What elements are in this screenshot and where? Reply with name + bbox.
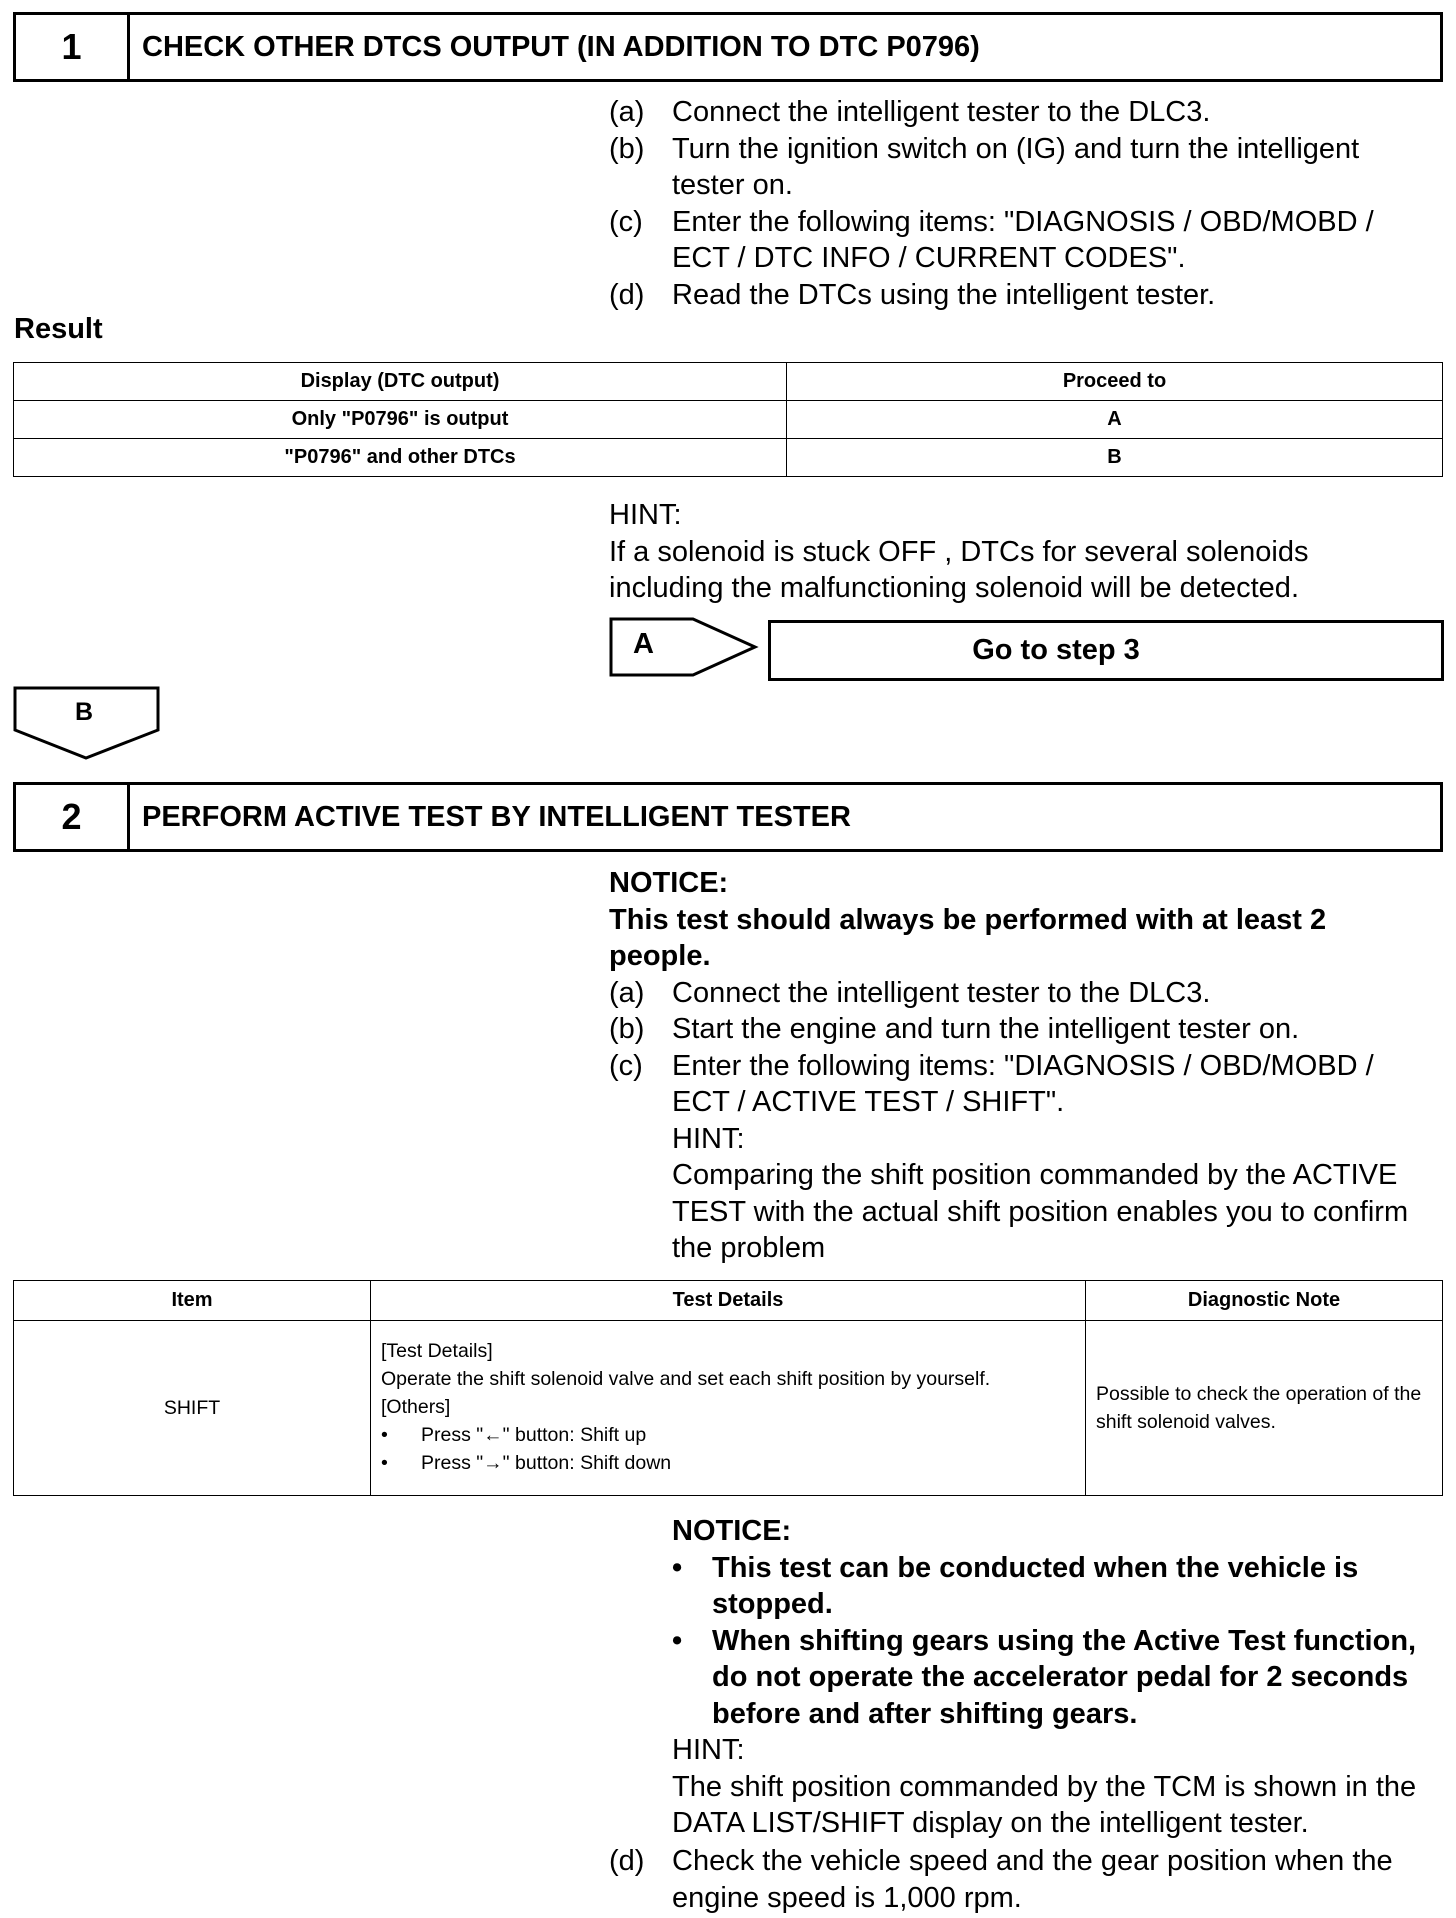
table-cell: Only "P0796" is output bbox=[14, 401, 787, 439]
arrow-right-icon bbox=[609, 617, 759, 677]
step-2-number: 2 bbox=[16, 785, 130, 849]
list-item: • Press "←" button: Shift up bbox=[381, 1421, 1075, 1449]
goto-step-3-box bbox=[768, 620, 1444, 681]
table-cell: "P0796" and other DTCs bbox=[14, 439, 787, 477]
item-cell: SHIFT bbox=[14, 1321, 371, 1496]
hint-label: HINT: bbox=[609, 499, 682, 531]
step-2-d bbox=[609, 1843, 1439, 1916]
table-row bbox=[14, 1321, 1443, 1496]
instruction-item: (d) Check the vehicle speed and the gear position when the engine speed is 1,000 rpm. bbox=[609, 1845, 1393, 1914]
table-cell: B bbox=[787, 439, 1443, 477]
table-cell: A bbox=[787, 401, 1443, 439]
list-item: • Press "→" button: Shift down bbox=[381, 1449, 1075, 1477]
hint-2-label: HINT: bbox=[672, 1734, 745, 1766]
notice-text: This test should always be performed with at least 2 people. bbox=[609, 903, 1327, 972]
step-2-body bbox=[609, 865, 1439, 1267]
table-header: Proceed to bbox=[787, 363, 1443, 401]
details-cell bbox=[371, 1321, 1086, 1496]
step-1-instructions bbox=[609, 94, 1439, 313]
step-1-title: CHECK OTHER DTCS OUTPUT (IN ADDITION TO DTC P0796) bbox=[142, 30, 980, 63]
notice-2-label: NOTICE: bbox=[672, 1515, 792, 1547]
c-hint-text: Comparing the shift position commanded by the ACTIVE TEST with the actual shift position enables you to confirm the problem bbox=[672, 1159, 1409, 1264]
c-hint-label: HINT: bbox=[672, 1122, 745, 1155]
result-label: Result bbox=[14, 313, 103, 345]
notice-label: NOTICE: bbox=[609, 867, 729, 899]
details-heading: [Test Details] bbox=[381, 1340, 493, 1362]
others-heading: [Others] bbox=[381, 1396, 451, 1418]
arrow-a-label: A bbox=[633, 628, 654, 660]
arrow-a bbox=[609, 617, 759, 677]
list-item: • This test can be conducted when the vehicle is stopped. bbox=[672, 1550, 1442, 1623]
hint-2-text: The shift position commanded by the TCM is shown in the DATA LIST/SHIFT display on the intelligent tester. bbox=[672, 1770, 1417, 1839]
goto-text: Go to step 3 bbox=[972, 634, 1140, 666]
table-header: Diagnostic Note bbox=[1086, 1281, 1443, 1321]
instruction-item: (c) Enter the following items: "DIAGNOSIS / OBD/MOBD / ECT / DTC INFO / CURRENT CODES". bbox=[609, 205, 1374, 274]
table-header: Display (DTC output) bbox=[14, 363, 787, 401]
instruction-item: (c) Enter the following items: "DIAGNOSIS / OBD/MOBD / ECT / ACTIVE TEST / SHIFT". HINT: Comparing the shift position commanded by the ACTIVE TEST with the actual shift position enables you to confirm the problem bbox=[609, 1048, 1439, 1267]
step-2-title: PERFORM ACTIVE TEST BY INTELLIGENT TESTER bbox=[142, 800, 851, 833]
table-header: Item bbox=[14, 1281, 371, 1321]
hint-text: If a solenoid is stuck OFF , DTCs for several solenoids including the malfunctioning solenoid will be detected. bbox=[609, 535, 1309, 604]
list-item: • When shifting gears using the Active Test function, do not operate the accelerator pedal for 2 seconds before and after shifting gears. bbox=[672, 1623, 1442, 1733]
instruction-item: (a) Connect the intelligent tester to the DLC3. bbox=[609, 976, 1211, 1009]
note-cell: Possible to check the operation of the shift solenoid valves. bbox=[1086, 1321, 1443, 1496]
active-test-table bbox=[13, 1280, 1443, 1496]
table-row bbox=[14, 401, 1443, 439]
step-2-header bbox=[13, 782, 1443, 852]
step-1-header bbox=[13, 12, 1443, 82]
arrow-b-label: B bbox=[75, 698, 94, 726]
table-header: Test Details bbox=[371, 1281, 1086, 1321]
table-row bbox=[14, 439, 1443, 477]
instruction-item: (a) Connect the intelligent tester to the DLC3. bbox=[609, 96, 1211, 128]
step-1-hint bbox=[609, 497, 1369, 607]
instruction-item: (d) Read the DTCs using the intelligent tester. bbox=[609, 278, 1216, 311]
notice-2 bbox=[672, 1513, 1442, 1842]
instruction-item: (b) Start the engine and turn the intelligent tester on. bbox=[609, 1013, 1300, 1045]
arrow-b bbox=[13, 686, 161, 760]
result-table bbox=[13, 362, 1443, 477]
step-1-number: 1 bbox=[16, 15, 130, 79]
details-text: Operate the shift solenoid valve and set each shift position by yourself. bbox=[381, 1368, 991, 1390]
instruction-item: (b) Turn the ignition switch on (IG) and turn the intelligent tester on. bbox=[609, 132, 1360, 201]
